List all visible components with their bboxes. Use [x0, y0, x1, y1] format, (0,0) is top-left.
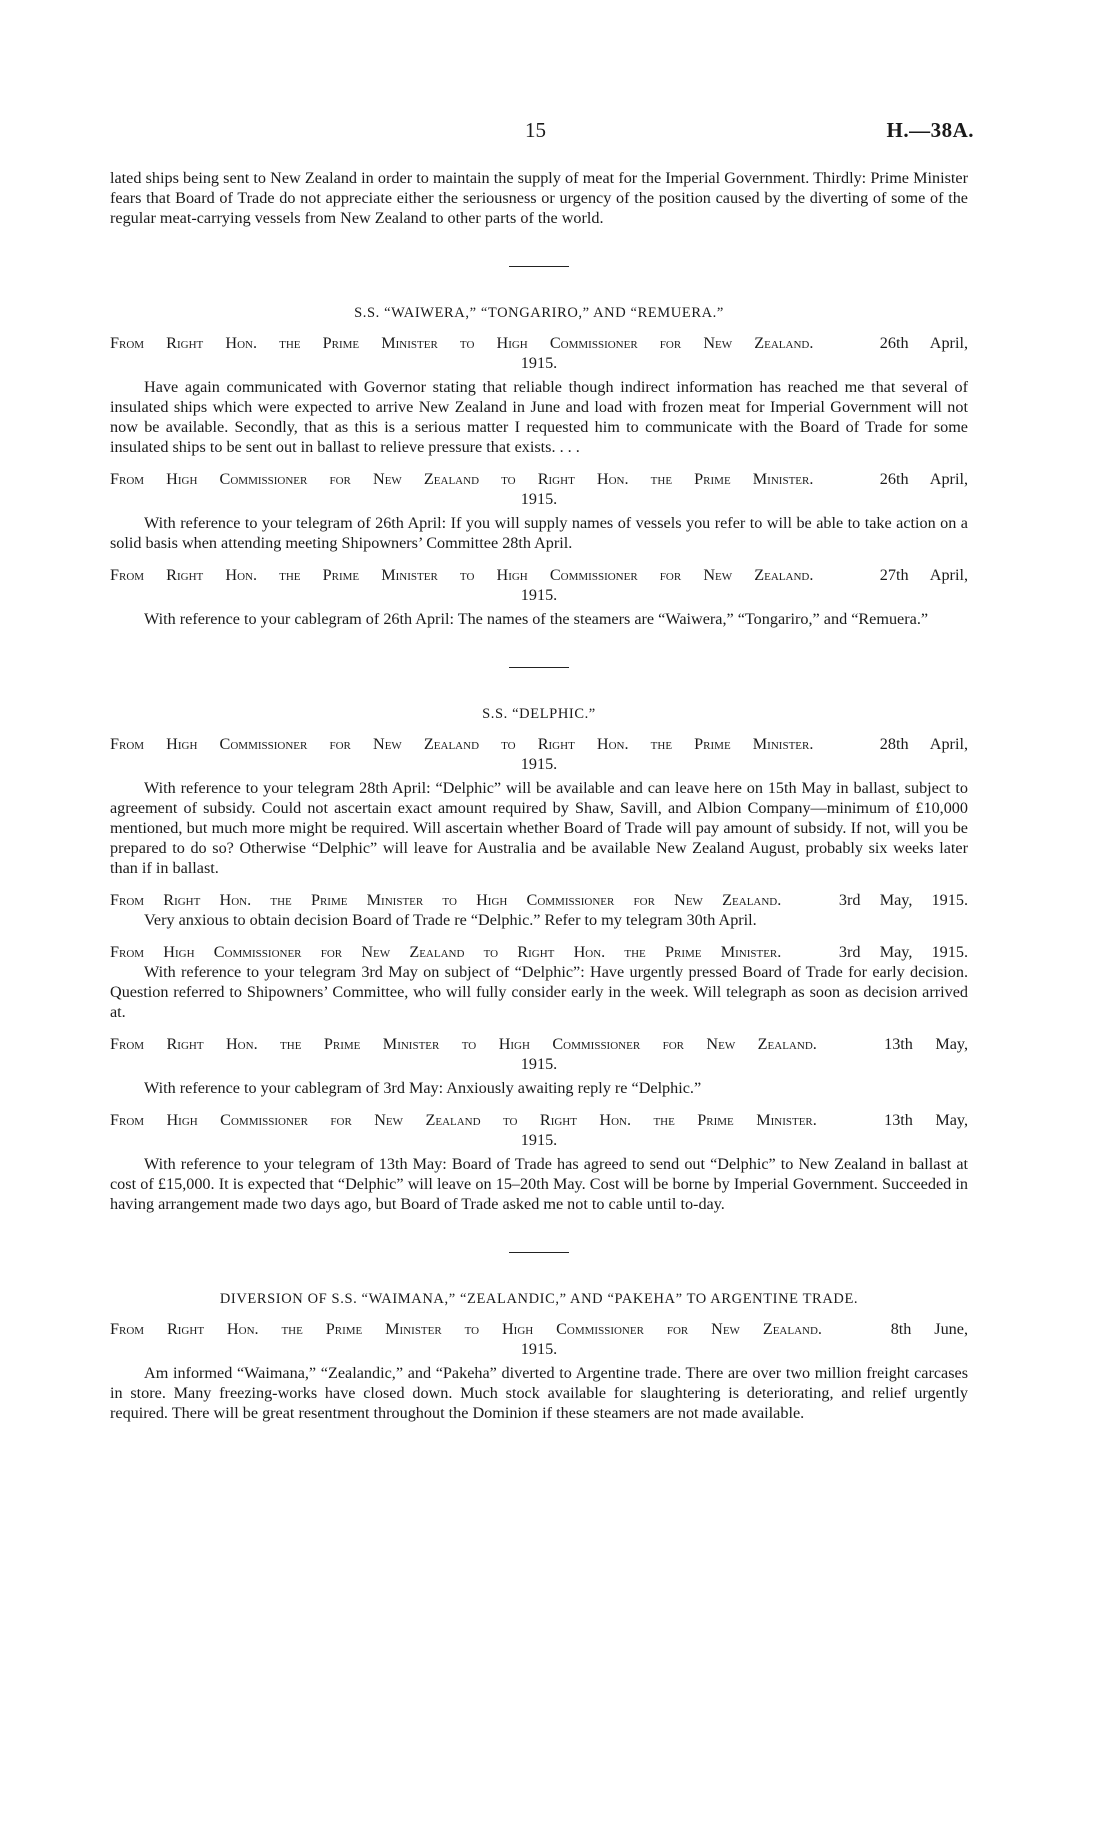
- section-diversion: [110, 1289, 968, 1423]
- page-content: [110, 168, 968, 1435]
- message: [110, 942, 968, 1022]
- message-date: 26th April,: [879, 470, 968, 488]
- message-date: 3rd May, 1915.: [838, 943, 968, 961]
- message-date: 8th June,: [890, 1320, 969, 1338]
- section-delphic: [110, 704, 968, 1214]
- message-date: 28th April,: [879, 735, 968, 753]
- message-header: [110, 333, 968, 353]
- message-header: [110, 1319, 968, 1339]
- message-body: Have again communicated with Governor stating that reliable though indirect information has reached me that several of insulated ships which were expected to arrive New Zealand in June and load with frozen meat for Imperial Government will not now be available. Secondly, that as this is a serious matter I requested him to communicate with the Board of Trade for some insulated ships to be sent out in ballast to relieve pressure that exists. . . .: [110, 378, 968, 456]
- message-body: With reference to your cablegram of 26th April: The names of the steamers are “Waiwera,” “Tongariro,” and “Remuera.”: [144, 610, 929, 628]
- message-header: [110, 565, 968, 585]
- message-from: From Right Hon. the Prime Minister to High Commissioner for New Zealand.: [110, 566, 814, 584]
- message: [110, 1319, 968, 1423]
- message: [110, 333, 968, 457]
- message-year: 1915.: [520, 1055, 558, 1073]
- message-header: [110, 942, 968, 962]
- message-from: From Right Hon. the Prime Minister to High Commissioner for New Zealand.: [110, 891, 782, 909]
- message-body: With reference to your cablegram of 3rd May: Anxiously awaiting reply re “Delphic.”: [144, 1079, 702, 1097]
- section-heading: DIVERSION OF S.S. “WAIMANA,” “ZEALANDIC,” AND “PAKEHA” TO ARGENTINE TRADE.: [219, 1291, 859, 1307]
- message-from: From Right Hon. the Prime Minister to High Commissioner for New Zealand.: [110, 334, 814, 352]
- message: [110, 1110, 968, 1214]
- message-header: [110, 1110, 968, 1130]
- page-number: 15: [525, 118, 546, 142]
- message-body: With reference to your telegram of 26th April: If you will supply names of vessels you refer to will be able to take action on a solid basis when attending meeting Shipowners’ Committee 28th April.: [110, 514, 968, 552]
- section-divider: [509, 266, 569, 267]
- message-date: 13th May,: [884, 1111, 968, 1129]
- message-body: With reference to your telegram 28th April: “Delphic” will be available and can leave here on 15th May in ballast, subject to agreement of subsidy. Could not ascertain exact amount required by Shaw, Savill, and Albion Company—minimum of £10,000 mentioned, but much more might be required. Will ascertain whether Board of Trade will pay amount of subsidy. If not, will you be prepared to do so? Otherwise “Delphic” will leave for Australia and be available New Zealand August, probably six weeks later than if in ballast.: [110, 779, 968, 877]
- message-year: 1915.: [520, 490, 558, 508]
- message-body: Very anxious to obtain decision Board of Trade re “Delphic.” Refer to my telegram 30th April.: [144, 911, 757, 929]
- message-year: 1915.: [520, 354, 558, 372]
- message-year: 1915.: [520, 586, 558, 604]
- message-body: With reference to your telegram 3rd May on subject of “Delphic”: Have urgently pressed Board of Trade for early decision. Question referred to Shipowners’ Committee, who will fully consider early in the week. Will telegraph as soon as decision arrived at.: [110, 963, 968, 1021]
- document-reference: H.—38A.: [886, 118, 974, 142]
- message-date: 3rd May, 1915.: [838, 891, 968, 909]
- message-date: 27th April,: [879, 566, 968, 584]
- message: [110, 565, 968, 629]
- message: [110, 890, 968, 930]
- message-from: From Right Hon. the Prime Minister to High Commissioner for New Zealand.: [110, 1320, 822, 1338]
- page-header: [0, 120, 1114, 144]
- message-header: [110, 734, 968, 754]
- message-header: [110, 890, 968, 910]
- message: [110, 1034, 968, 1098]
- message-year: 1915.: [520, 755, 558, 773]
- message-from: From High Commissioner for New Zealand to Right Hon. the Prime Minister.: [110, 1111, 817, 1129]
- message-body: With reference to your telegram of 13th May: Board of Trade has agreed to send out “Delphic” to New Zealand in ballast at cost of £15,000. It is expected that “Delphic” will leave on 15–20th May. Cost will be borne by Imperial Government. Succeeded in having arrangement made two days ago, but Board of Trade asked me not to cable until to-day.: [110, 1155, 968, 1213]
- section-heading: S.S. “DELPHIC.”: [482, 706, 596, 722]
- message-from: From High Commissioner for New Zealand to Right Hon. the Prime Minister.: [110, 735, 814, 753]
- message-body: Am informed “Waimana,” “Zealandic,” and “Pakeha” diverted to Argentine trade. There are over two million freight carcases in store. Many freezing-works have closed down. Much stock available for slaughtering is deteriorating, and relief urgently required. There will be great resentment throughout the Dominion if these steamers are not made available.: [110, 1364, 968, 1422]
- section-heading: S.S. “WAIWERA,” “TONGARIRO,” AND “REMUERA.”: [354, 305, 724, 321]
- message-header: [110, 1034, 968, 1054]
- message-from: From High Commissioner for New Zealand to Right Hon. the Prime Minister.: [110, 943, 782, 961]
- message-date: 26th April,: [879, 334, 968, 352]
- section-divider: [509, 667, 569, 668]
- section-divider: [509, 1252, 569, 1253]
- message-year: 1915.: [520, 1340, 558, 1358]
- message-year: 1915.: [520, 1131, 558, 1149]
- message: [110, 734, 968, 878]
- message-header: [110, 469, 968, 489]
- message-from: From Right Hon. the Prime Minister to High Commissioner for New Zealand.: [110, 1035, 817, 1053]
- message-from: From High Commissioner for New Zealand to Right Hon. the Prime Minister.: [110, 470, 814, 488]
- message-date: 13th May,: [884, 1035, 968, 1053]
- message: [110, 469, 968, 553]
- section-waiwera: [110, 303, 968, 629]
- intro-paragraph: lated ships being sent to New Zealand in order to maintain the supply of meat for the Imperial Government. Thirdly: Prime Minister fears that Board of Trade do not appreciate either the seriousness or urgency of the position caused by the diverting of some of the regular meat-carrying vessels from New Zealand to other parts of the world.: [110, 169, 968, 227]
